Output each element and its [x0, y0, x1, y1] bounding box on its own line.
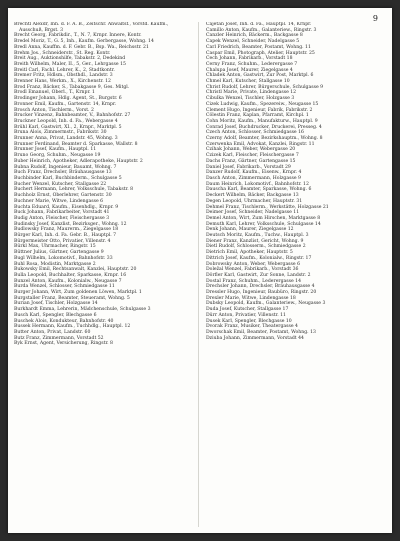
directory-entry: Bulla Leopold, Buchhalter, Sparkasse, Krnpr. 16: [14, 272, 127, 278]
directory-entry: Czerny Adolf, Beamter, Bezirkshauptm., Wohng. 8: [206, 136, 323, 142]
directory-entry: Brehm Jos., Schneiderstr., St. Reg. Kontr.: [14, 50, 111, 56]
directory-entry: Capek Wenzel, Schneider, Nadelgasse 5: [206, 39, 300, 45]
directory-entry: Bukowsky Emil, Rechtsanwalt, Kanzlei, Hauptstr. 20: [14, 267, 137, 273]
directory-entry: Deimer Josef, Schneider, Nadelgasse 11: [206, 210, 300, 216]
directory-entry: Dittrich Josef, Kaufm., Kolonialw., Ringstr. 17: [206, 255, 312, 261]
directory-entry: Chalupa Josef, Maurer, Ziegelgasse 4: [206, 67, 293, 73]
directory-entry: Clement Hugo, Ingenieur, Fabrik, Fabrikstr. 2: [206, 107, 313, 113]
directory-entry: Butz Franz, Zimmermann, Vorstadt 52: [14, 335, 104, 341]
directory-entry: Burgstaller Franz, Beamter, Steueramt, Wohng. 5: [14, 295, 130, 301]
directory-entry: Daum Heinrich, Lokomotivf., Bahnhofstr. 12: [206, 181, 309, 187]
directory-entry: Buhl Rosa, Modistin, Marktgasse 2: [14, 261, 96, 267]
directory-entry: Deutsch Moritz, Kaufm., Tuchw., Hauptpl. 3: [206, 233, 309, 239]
directory-entry: Dietrich Emil, Apotheker, Hauptstr. 5: [206, 250, 293, 256]
directory-entry: Danzer Rudolf, Kaufm., Eisenw., Krnpr. 4: [206, 170, 302, 176]
directory-entry: Camillo Anton, Kaufm., Galanteriew., Ringstr. 3: [206, 27, 317, 33]
directory-entry: Bucher Wenzel, Kutscher, Stallgasse 22: [14, 181, 107, 187]
directory-entry: Dürr Anton, Privatier, Villenstr. 11: [206, 312, 286, 318]
directory-entry: Dasch Anton, Zimmermann, Holzgasse 9: [206, 175, 301, 181]
directory-entry: Buchholz Ernst, Oberlehrer, Gartenstr. 30: [14, 193, 112, 199]
directory-entry: Brecht Georg, Fabrikdir., T., N. 7, Krnpr. Innere, Kontr.: [14, 33, 142, 39]
directory-entry: Caspar Emil, Photograph, Atelier, Hauptstr. 25: [206, 50, 315, 56]
directory-entry: Brunner Ferdinand, Beamter d. Sparkasse, Wallstr. 8: [14, 141, 138, 147]
directory-entry: Dehmel Franz, Tischlerm., Werkstätte, Holzgasse 21: [206, 204, 329, 210]
directory-entry: Bugl Wilhelm, Lokomotivf., Bahnhofstr. 33: [14, 255, 113, 261]
directory-entry: Dostal Franz, Schuhm., Lederergasse 14: [206, 278, 302, 284]
directory-entry: Dobrowsky Anton, Weber, Webergasse 6: [206, 261, 300, 267]
directory-entry: Bürger Karl, Inh. d. Fa. Gebr. B., Hauptpl. 7: [14, 233, 117, 239]
directory-entry: Buschek Alois, Kondukteur, Bahnhofstr. 40: [14, 318, 114, 324]
directory-entry: Cajetan Josef, Inh. d. Fa., Hauptpl. 14, Krnpr.: [206, 22, 312, 27]
directory-entry: Buch Franz, Drechsler, Bräuhausgasse 13: [14, 170, 112, 176]
directory-entry: Byk Ernst, Agent, Versicherung, Ringstr. 8: [14, 341, 113, 347]
directory-entry: Dziuba Johann, Zimmermann, Vorstadt 44: [206, 335, 304, 341]
directory-entry: Deckert Wilhelm, Bäcker, Backgasse 13: [206, 193, 299, 199]
directory-entry: Duda Josef, Kutscher, Stallgasse 17: [206, 307, 289, 313]
directory-entry: Canzler Heinrich, Bäckerm., Backgasse 8: [206, 33, 303, 39]
directory-entry: Dörfler Karl, Gastwirt, Zur Sonne, Landstr. 2: [206, 272, 311, 278]
directory-entry: Bubna Rudolf, Ingenieur, Bauamt, Wohng. 7: [14, 164, 117, 170]
directory-entry: Brechtl Alexdr, Inh. d. F. A. B., Zeitschr. Anwaltsf., Vorstd. Kaufm., Ausschuß, Brgst. 3: [14, 22, 169, 33]
directory-entry: Degen Leopold, Uhrmacher, Hauptstr. 31: [206, 198, 303, 204]
directory-entry: Dachs Franz, Gärtner, Gartengasse 15: [206, 158, 296, 164]
column-divider: [198, 22, 199, 527]
directory-entry: Budig Anton, Fleischer, Fleischergasse 3: [14, 215, 110, 221]
directory-entry: Dressler Hugo, Ingenieur, Baubüro, Ringstr. 20: [206, 290, 317, 296]
left-column: [14, 22, 192, 527]
directory-entry: Cech Johann, Fabrikarb., Vorstadt 18: [206, 56, 293, 62]
directory-entry: Bussek Hermann, Kaufm., Tuchhdlg., Hauptpl. 12: [14, 324, 131, 330]
directory-entry: Brühl Karl, Gastwirt, XI., 2, Krnpr., Marktpl. 5: [14, 124, 122, 130]
directory-entry: Cizek Ludwig, Kaufm., Spezereiw., Neugasse 15: [206, 101, 319, 107]
directory-entry: Buchner Marie, Witwe, Lindengasse 6: [14, 198, 104, 204]
directory-entry: Chmel Karl, Kutscher, Stallgasse 10: [206, 79, 290, 85]
directory-entry: Christ Rudolf, Lehrer, Bürgerschule, Schulgasse 9: [206, 84, 324, 90]
directory-entry: Brucker Vinzenz, Bahnbeamter, V., Bahnhofstr. 27: [14, 113, 131, 119]
directory-entry: Cölestin Franz, Kaplan, Pfarramt, Kirchpl. 1: [206, 113, 309, 119]
directory-entry: Bremer Fritz, Hdlsm., Obsthdl., Landstr. 3: [14, 73, 113, 79]
directory-entry: Czerwenka Emil, Advokat, Kanzlei, Ringstr. 11: [206, 141, 315, 147]
directory-entry: Bürgermeister Otto, Privatier, Villenstr. 4: [14, 238, 111, 244]
directory-entry: Christl Marie, Private, Lindengasse 12: [206, 90, 297, 96]
directory-entry: Doležal Wenzel, Fabrikarb., Vorstadt 36: [206, 267, 299, 273]
directory-entry: Brodinger Johann, Hdlg. Agent, St., Burgstr. 6: [14, 96, 122, 102]
directory-entry: Demel Anton, Wirt, Zum Hirschen, Marktgasse 8: [206, 215, 321, 221]
directory-entry: Bronner Emil, Kaufm., Gartenstr. 14, Krnpr.: [14, 101, 117, 107]
directory-entry: Demuth Karl, Lehrer, Volksschule, Schulgasse 14: [206, 221, 321, 227]
directory-entry: Burian Josef, Tischler, Holzgasse 14: [14, 301, 98, 307]
document-page: [8, 8, 392, 533]
directory-entry: Dusek Karl, Spengler, Blechgasse 10: [206, 318, 292, 324]
directory-entry: Dietl Rudolf, Schlosserm., Schmiedgasse 2: [206, 244, 306, 250]
right-column: [206, 22, 386, 527]
directory-entry: Buck Johann, Fabrikarbeiter, Vorstadt 41: [14, 210, 110, 216]
directory-entry: Breit Aug., Auktionshilfe, Tabakstr. 2, Dedekind: [14, 56, 126, 62]
directory-entry: Daniel Josef, Fabrikarb., Vorstadt 29: [206, 164, 291, 170]
directory-entry: Brenner Hans, Werkm., X., Kirchenstr. 12: [14, 79, 111, 85]
directory-entry: Bruna Alois, Zimmermstr., Fabrikstr. 30: [14, 130, 107, 136]
directory-entry: Czizek Karl, Fleischer, Fleischergasse 7: [206, 153, 299, 159]
directory-entry: Carl Friedrich, Beamter, Postamt, Wohng. 11: [206, 44, 311, 50]
directory-entry: Drexler Marie, Witwe, Lindengasse 18: [206, 295, 296, 301]
directory-entry: Budinsky Josef, Kanzlist, Bezirksger., Wohng. 12: [14, 221, 127, 227]
directory-entry: Buchta Eduard, Kaufm., Eisenhdlg., Krnpr. 9: [14, 204, 119, 210]
directory-entry: Burda Wenzel, Schlosser, Schmiedgasse 11: [14, 284, 115, 290]
directory-entry: Bürkl Max, Uhrmacher, Ringstr. 15: [14, 244, 96, 250]
directory-entry: Diener Franz, Kanzlist, Gericht, Wohng. 9: [206, 238, 304, 244]
directory-entry: Cohn Moritz, Kaufm., Manufakturw., Hauptpl. 9: [206, 118, 318, 124]
directory-entry: Dubsky Leopold, Kaufm., Galanteriew., Neugasse 3: [206, 301, 326, 307]
directory-entry: Bruckner Leopold, Inh. d. Fa., Webergasse 4: [14, 118, 118, 124]
directory-entry: Dvorak Franz, Musiker, Theatergasse 4: [206, 324, 298, 330]
directory-entry: Busch Karl, Spengler, Blechgasse 6: [14, 312, 97, 318]
directory-entry: Bruno Georg, Schuhm., Neugasse 19: [14, 153, 101, 159]
directory-entry: Brunner Josef, Kaufm., Hauptpl. 11: [14, 147, 97, 153]
directory-entry: Denk Johann, Maurer, Ziegelgasse 12: [206, 227, 294, 233]
directory-entry: Buber Heinrich, Apotheker, Adlerapotheke, Hauptstr. 2: [14, 158, 143, 164]
directory-entry: Burkhardt Emma, Lehrerin, Mädchenschule, Schulgasse 3: [14, 307, 151, 313]
directory-entry: Burger Johann, Wirt, Zum goldenen Löwen, Marktpl. 1: [14, 290, 142, 296]
directory-entry: Büttner Julius, Gärtner, Gartengasse 9: [14, 250, 104, 256]
directory-entry: Cerny Franz, Schuhm., Lederergasse 7: [206, 61, 298, 67]
directory-entry: Bredl Anna, Kauffm. d. F. Gebr. B., Bsp. Wa., Reichsstr. 21: [14, 44, 149, 50]
directory-entry: Dauscha Karl, Beamter, Sparkasse, Wohng. 6: [206, 187, 312, 193]
directory-entry: Brod Franz, Bäcker, S., Tabakgasse 9, Ges. Mitgl.: [14, 84, 130, 90]
directory-entry: Bunzel Anton, Kaufm., Kolonialw., Neugasse 7: [14, 278, 122, 284]
page-number: 9: [372, 14, 378, 23]
directory-entry: Brosch Anton, Tischlerm., Vorst. 2: [14, 107, 94, 113]
directory-entry: Brodl Emanuel, Oberl., T., Krnpr. 1: [14, 90, 95, 96]
directory-entry: Breith Wilhelm, Maler, II., 5, Ger., Lehrgasse 15: [14, 61, 126, 67]
directory-entry: Breitl Carl, Fachl. Lehrer, K., 2, Stadtkontr.: [14, 67, 115, 73]
directory-entry: Chladek Anton, Gastwirt, Zur Post, Marktpl. 6: [206, 73, 314, 79]
directory-entry: Dworschak Emil, Beamter, Postamt, Wohng. 13: [206, 329, 316, 335]
directory-entry: Cibulka Wenzel, Tischler, Holzgasse 3: [206, 96, 295, 102]
directory-entry: Brunner Anna, Privat, Landstr. 45, Wohng. 3: [14, 136, 118, 142]
directory-entry: Buchbinder Karl, Buchbinderm., Schulgasse 5: [14, 175, 122, 181]
directory-entry: Buchert Hermann, Lehrer, Volksschule, Tabakstr. 8: [14, 187, 134, 193]
directory-entry: Budlowsky Franz, Maurerm., Ziegelgasse 18: [14, 227, 119, 233]
directory-entry: Czech Anton, Schlosser, Schmiedgasse 16: [206, 130, 304, 136]
directory-entry: Conrad Josef, Buchdrucker, Druckerei, Presseg. 4: [206, 124, 322, 130]
directory-entry: Drechsler Johann, Drechsler, Bräuhausgasse 4: [206, 284, 315, 290]
directory-entry: Butter Anton, Privat, Landstr. 60: [14, 329, 91, 335]
directory-entry: Bredel Moriz, T., G. 5, Inh., Kaufm. Gerbergasse, Wohng. 14: [14, 39, 154, 45]
directory-entry: Czihak Johann, Weber, Webergasse 20: [206, 147, 296, 153]
